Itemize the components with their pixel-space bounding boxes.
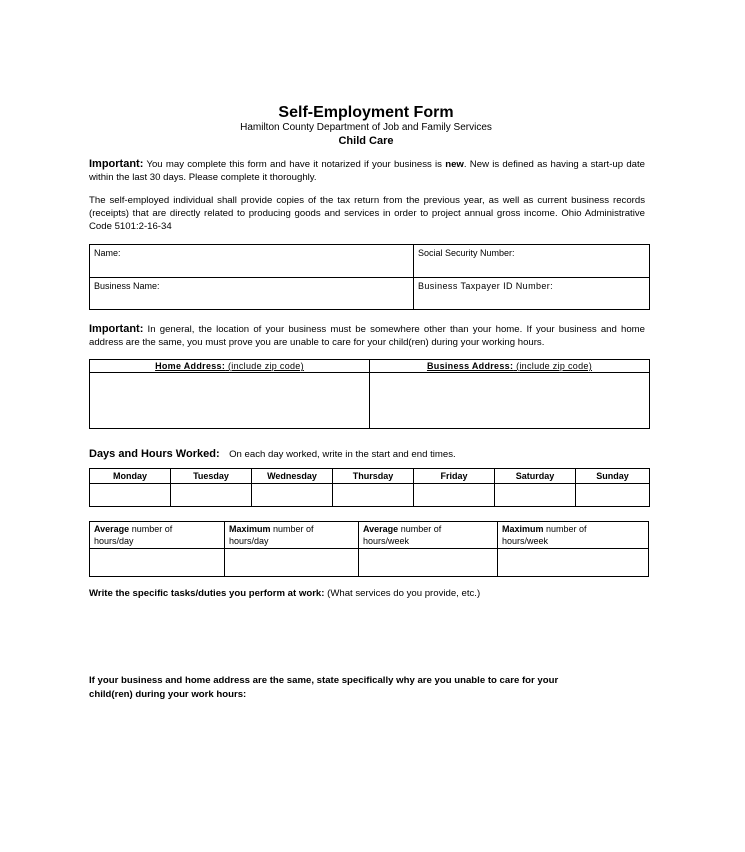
avg-week-rest: number of (398, 524, 442, 534)
home-address-header (90, 360, 370, 373)
tuesday-hours-field[interactable] (171, 484, 252, 507)
location-note-text: In general, the location of your business must be somewhere other than your home. If your business and home address are the same, you must prove you are unable to care for your child(ren) during your working hours. (89, 324, 645, 348)
same-address-line2: child(ren) during your work hours: (89, 689, 247, 700)
avg-hours-day-field[interactable] (90, 549, 225, 577)
intro-text-b: . New is defined as having a start-up date within the last 30 days. Please complete it thoroughly. (89, 159, 645, 183)
same-address-line1: If your business and home address are the same, state specifically why are you unable to care for your (89, 675, 559, 686)
tasks-answer-area[interactable] (89, 604, 649, 664)
max-day-bold: Maximum (229, 524, 271, 534)
saturday-hours-field[interactable] (495, 484, 576, 507)
max-day-rest: number of (270, 524, 314, 534)
avg-week-unit: hours/week (363, 536, 410, 546)
taxpayer-id-label: Business Taxpayer ID Number: (418, 281, 554, 291)
max-week-unit: hours/week (502, 536, 549, 546)
day-header: Wednesday (252, 469, 333, 484)
friday-hours-field[interactable] (414, 484, 495, 507)
day-header: Monday (90, 469, 171, 484)
intro-paragraph (89, 158, 645, 184)
name-label: Name: (94, 248, 121, 258)
important-label: Important: (89, 158, 144, 170)
wednesday-hours-field[interactable] (252, 484, 333, 507)
taxpayer-id-field[interactable] (414, 278, 650, 310)
business-address-header (370, 360, 650, 373)
day-header: Tuesday (171, 469, 252, 484)
location-important-label: Important: (89, 323, 144, 335)
tasks-prompt-text: Write the specific tasks/duties you perform at work: (89, 588, 325, 599)
avg-day-unit: hours/day (94, 536, 134, 546)
avg-hours-week-header (359, 522, 498, 549)
address-table (89, 359, 650, 429)
home-address-label: Home Address: (155, 361, 226, 371)
avg-day-bold: Average (94, 524, 130, 534)
avg-week-bold: Average (363, 524, 399, 534)
home-address-field[interactable] (90, 373, 370, 429)
ssn-label: Social Security Number: (418, 248, 515, 258)
same-address-answer-area[interactable] (89, 706, 649, 826)
avg-hours-week-field[interactable] (359, 549, 498, 577)
max-hours-week-field[interactable] (498, 549, 649, 577)
max-week-rest: number of (543, 524, 587, 534)
day-header: Thursday (333, 469, 414, 484)
sunday-hours-field[interactable] (576, 484, 650, 507)
max-hours-day-header (225, 522, 359, 549)
days-table (89, 468, 650, 507)
business-name-label: Business Name: (94, 281, 160, 291)
max-day-unit: hours/day (229, 536, 269, 546)
max-hours-week-header (498, 522, 649, 549)
day-header: Saturday (495, 469, 576, 484)
department-name: Hamilton County Department of Job and Family Services (240, 122, 492, 133)
days-section-header (89, 444, 456, 462)
intro-text-a: You may complete this form and have it notarized if your business is (143, 159, 446, 170)
max-week-bold: Maximum (502, 524, 544, 534)
hours-table (89, 521, 649, 577)
day-header: Sunday (576, 469, 650, 484)
tax-return-paragraph: The self-employed individual shall provide copies of the tax return from the previous year, as well as current business records (receipts) that are directly related to producing goods and services in order to project annual gross income. Ohio Administrative Code 5101:2-16-34 (89, 195, 645, 232)
program-name: Child Care (338, 135, 394, 147)
same-address-prompt (89, 674, 629, 702)
home-address-hint: (include zip code) (225, 361, 304, 371)
avg-hours-day-header (90, 522, 225, 549)
business-address-label: Business Address: (426, 361, 514, 371)
identity-table (89, 244, 650, 310)
day-header: Friday (414, 469, 495, 484)
form-title: Self-Employment Form (278, 104, 454, 121)
days-section-instruction: On each day worked, write in the start and end times. (229, 449, 456, 460)
avg-day-rest: number of (129, 524, 173, 534)
business-address-hint: (include zip code) (513, 361, 593, 371)
business-address-field[interactable] (370, 373, 650, 429)
ssn-field[interactable] (414, 245, 650, 278)
max-hours-day-field[interactable] (225, 549, 359, 577)
monday-hours-field[interactable] (90, 484, 171, 507)
days-section-title: Days and Hours Worked: (89, 448, 220, 460)
name-field[interactable] (90, 245, 414, 278)
tasks-hint: (What services do you provide, etc.) (324, 588, 481, 599)
intro-new: new (445, 159, 464, 170)
tasks-prompt (89, 588, 480, 599)
business-name-field[interactable] (90, 278, 414, 310)
thursday-hours-field[interactable] (333, 484, 414, 507)
location-note (89, 323, 645, 349)
